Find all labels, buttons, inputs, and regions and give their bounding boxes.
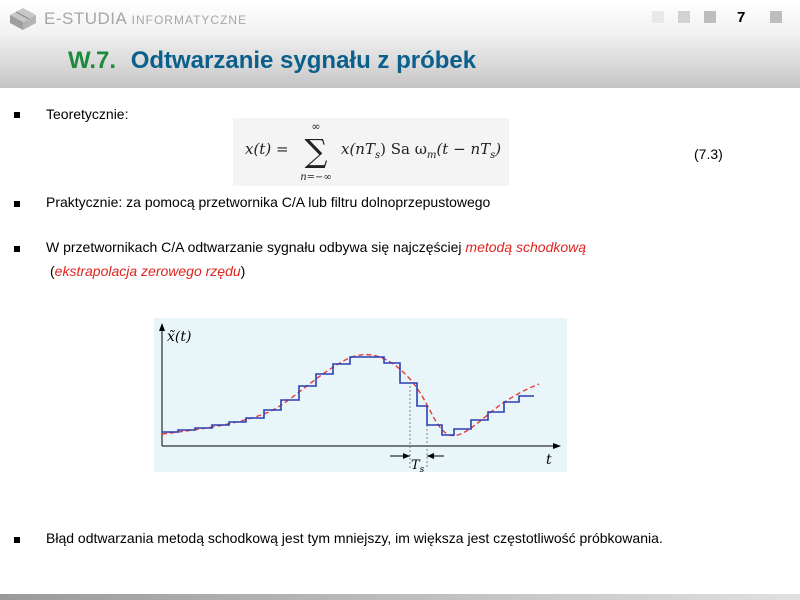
formula-lhs: x(t) = xyxy=(245,140,289,158)
bullet-dac-text: W przetwornikach C/A odtwarzanie sygnału odbywa się najczęściej xyxy=(46,239,466,255)
figure-background xyxy=(154,318,567,472)
footer-line xyxy=(0,594,800,600)
bullet-error: Błąd odtwarzania metodą schodkową jest tym mniejszy, im większa jest częstotliwość próbkowania. xyxy=(46,530,663,546)
brand-sub: INFORMATYCZNE xyxy=(131,13,248,27)
bullet-marker xyxy=(14,201,20,207)
page-number: 7 xyxy=(737,9,746,26)
formula-rhs-end: ) xyxy=(495,140,502,158)
bullet-theoretical: Teoretycznie: xyxy=(46,106,129,122)
staircase-reconstruction-figure xyxy=(154,318,567,472)
y-axis-label: x̃(t) xyxy=(167,329,192,345)
nav-square xyxy=(704,11,716,23)
nav-square xyxy=(652,11,664,23)
bullet-practical: Praktycznie: za pomocą przetwornika C/A lub filtru dolnoprzepustowego xyxy=(46,194,491,210)
bullet-marker xyxy=(14,246,20,252)
bullet-marker xyxy=(14,112,20,118)
emphasis-zero-order: ekstrapolacja zerowego rzędu xyxy=(54,263,241,279)
formula-rhs-tail: (t − nT xyxy=(436,140,491,158)
nav-square xyxy=(770,11,782,23)
formula-7-3 xyxy=(233,118,509,186)
formula-rhs-s: s xyxy=(374,150,381,161)
header-bar xyxy=(0,0,800,36)
bullet-dac-method xyxy=(46,239,586,255)
ts-label-sub: s xyxy=(419,465,425,472)
bullet-marker xyxy=(14,537,20,543)
equation-number: (7.3) xyxy=(694,146,723,162)
formula-rhs-x: x(nT xyxy=(341,140,375,158)
formula-sum-sign: ∑ xyxy=(304,132,328,170)
x-axis-label: t xyxy=(546,452,552,468)
formula-rhs xyxy=(341,140,501,161)
formula-sum-top: ∞ xyxy=(311,120,321,133)
emphasis-staircase: metodą schodkową xyxy=(465,239,587,255)
formula-rhs-s2: s xyxy=(490,150,496,161)
brand-main: E-STUDIA xyxy=(44,9,127,28)
paren-close: ) xyxy=(240,263,246,279)
title-bar xyxy=(0,36,800,88)
estudia-logo-icon xyxy=(8,6,38,32)
nav-square xyxy=(678,11,690,23)
paren-open: ( xyxy=(50,263,55,279)
bullet-dac-method-line2 xyxy=(50,263,245,279)
title-number: W.7. xyxy=(68,47,117,74)
ts-label-main: T xyxy=(411,458,420,472)
title-text: Odtwarzanie sygnału z próbek xyxy=(130,47,477,74)
formula-sum-bottom: n=−∞ xyxy=(300,172,332,183)
formula-rhs-m: m xyxy=(426,150,437,161)
slide-title xyxy=(68,47,476,75)
brand-name xyxy=(44,9,247,29)
formula-rhs-sa: ) Sa ω xyxy=(380,140,427,158)
